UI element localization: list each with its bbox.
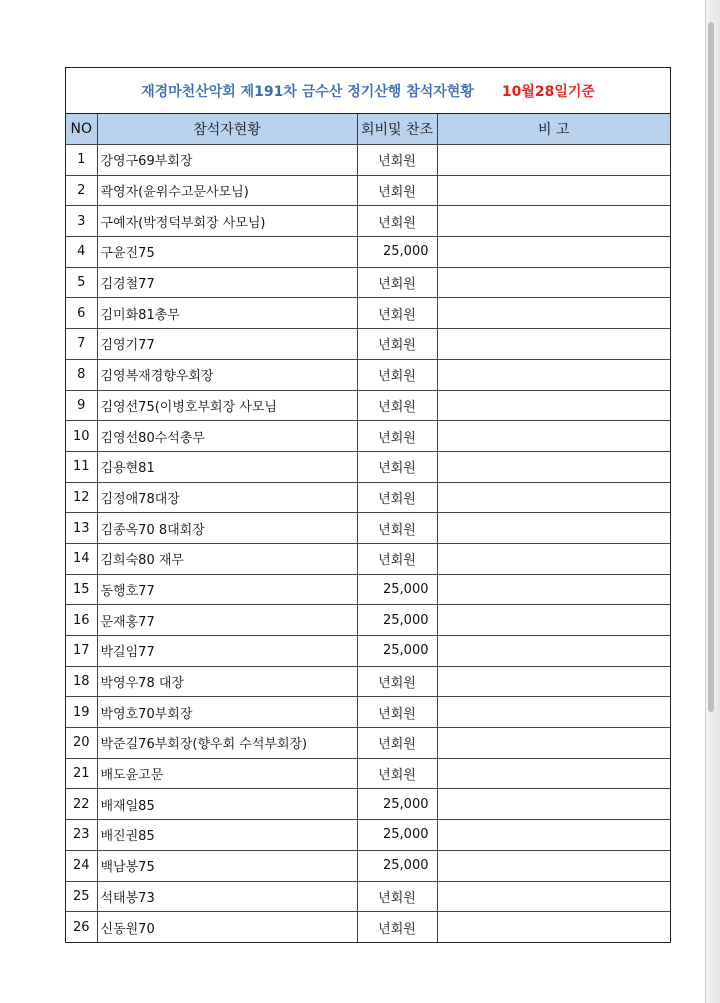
row-number: 6 bbox=[66, 298, 97, 329]
row-number: 21 bbox=[66, 758, 97, 789]
note-cell bbox=[437, 513, 670, 544]
row-number: 12 bbox=[66, 482, 97, 513]
fee-cell: 년회원 bbox=[357, 267, 437, 298]
attendee-name: 곽영자(윤위수고문사모님) bbox=[97, 175, 357, 206]
table-row bbox=[66, 574, 670, 605]
row-number: 17 bbox=[66, 636, 97, 667]
table-row bbox=[66, 666, 670, 697]
row-number: 23 bbox=[66, 820, 97, 851]
attendee-name: 배도윤고문 bbox=[97, 758, 357, 789]
header-note: 비 고 bbox=[437, 114, 670, 145]
note-cell bbox=[437, 451, 670, 482]
note-cell bbox=[437, 421, 670, 452]
header-name: 참석자현황 bbox=[97, 114, 357, 145]
row-number: 3 bbox=[66, 206, 97, 237]
row-number: 25 bbox=[66, 881, 97, 912]
fee-cell: 년회원 bbox=[357, 482, 437, 513]
note-cell bbox=[437, 175, 670, 206]
table-row bbox=[66, 451, 670, 482]
attendee-name: 강영구69부회장 bbox=[97, 145, 357, 176]
note-cell bbox=[437, 666, 670, 697]
note-cell bbox=[437, 912, 670, 942]
note-cell bbox=[437, 574, 670, 605]
fee-cell: 25,000 bbox=[357, 636, 437, 667]
fee-cell: 25,000 bbox=[357, 820, 437, 851]
table-row bbox=[66, 881, 670, 912]
attendee-name: 박길임77 bbox=[97, 636, 357, 667]
header-no: NO bbox=[66, 114, 97, 145]
note-cell bbox=[437, 605, 670, 636]
row-number: 10 bbox=[66, 421, 97, 452]
sheet-title-text: 재경마천산악회 제191차 금수산 정기산행 참석자현황 bbox=[141, 83, 474, 100]
note-cell bbox=[437, 298, 670, 329]
note-cell bbox=[437, 543, 670, 574]
table-row bbox=[66, 820, 670, 851]
fee-cell: 년회원 bbox=[357, 881, 437, 912]
row-number: 24 bbox=[66, 850, 97, 881]
attendee-name: 김용현81 bbox=[97, 451, 357, 482]
row-number: 8 bbox=[66, 359, 97, 390]
table-row bbox=[66, 912, 670, 942]
fee-cell: 년회원 bbox=[357, 359, 437, 390]
row-number: 18 bbox=[66, 666, 97, 697]
note-cell bbox=[437, 758, 670, 789]
attendee-name: 배재일85 bbox=[97, 789, 357, 820]
table-row bbox=[66, 605, 670, 636]
attendee-name: 배진권85 bbox=[97, 820, 357, 851]
attendee-name: 박영호70부회장 bbox=[97, 697, 357, 728]
row-number: 15 bbox=[66, 574, 97, 605]
note-cell bbox=[437, 390, 670, 421]
table-row bbox=[66, 850, 670, 881]
note-cell bbox=[437, 329, 670, 360]
table-row bbox=[66, 421, 670, 452]
row-number: 5 bbox=[66, 267, 97, 298]
attendee-name: 김희숙80 재무 bbox=[97, 543, 357, 574]
attendee-name: 박준길76부회장(향우회 수석부회장) bbox=[97, 728, 357, 759]
note-cell bbox=[437, 237, 670, 268]
fee-cell: 25,000 bbox=[357, 850, 437, 881]
attendance-sheet bbox=[65, 67, 671, 943]
note-cell bbox=[437, 697, 670, 728]
date-label: 10월28일기준 bbox=[501, 83, 595, 100]
note-cell bbox=[437, 881, 670, 912]
attendee-name: 박영우78 대장 bbox=[97, 666, 357, 697]
row-number: 19 bbox=[66, 697, 97, 728]
note-cell bbox=[437, 728, 670, 759]
table-row bbox=[66, 359, 670, 390]
row-number: 22 bbox=[66, 789, 97, 820]
attendee-name: 김종옥70 8대회장 bbox=[97, 513, 357, 544]
fee-cell: 년회원 bbox=[357, 697, 437, 728]
table-row bbox=[66, 789, 670, 820]
attendee-name: 문재홍77 bbox=[97, 605, 357, 636]
table-row bbox=[66, 206, 670, 237]
note-cell bbox=[437, 636, 670, 667]
attendee-name: 김정애78대장 bbox=[97, 482, 357, 513]
attendance-table bbox=[66, 114, 670, 942]
fee-cell: 년회원 bbox=[357, 758, 437, 789]
attendee-name: 김미화81총무 bbox=[97, 298, 357, 329]
row-number: 11 bbox=[66, 451, 97, 482]
attendee-name: 김영기77 bbox=[97, 329, 357, 360]
note-cell bbox=[437, 820, 670, 851]
table-row bbox=[66, 482, 670, 513]
fee-cell: 년회원 bbox=[357, 513, 437, 544]
attendee-name: 신동원70 bbox=[97, 912, 357, 942]
fee-cell: 년회원 bbox=[357, 175, 437, 206]
table-row bbox=[66, 145, 670, 176]
table-row bbox=[66, 175, 670, 206]
fee-cell: 년회원 bbox=[357, 145, 437, 176]
note-cell bbox=[437, 359, 670, 390]
row-number: 20 bbox=[66, 728, 97, 759]
note-cell bbox=[437, 482, 670, 513]
fee-cell: 년회원 bbox=[357, 666, 437, 697]
table-row bbox=[66, 390, 670, 421]
scrollbar[interactable] bbox=[708, 22, 714, 712]
attendee-name: 구윤진75 bbox=[97, 237, 357, 268]
fee-cell: 년회원 bbox=[357, 206, 437, 237]
attendee-name: 김영복재경향우회장 bbox=[97, 359, 357, 390]
table-row bbox=[66, 636, 670, 667]
row-number: 2 bbox=[66, 175, 97, 206]
table-row bbox=[66, 697, 670, 728]
table-row bbox=[66, 267, 670, 298]
note-cell bbox=[437, 145, 670, 176]
row-number: 1 bbox=[66, 145, 97, 176]
note-cell bbox=[437, 206, 670, 237]
attendee-name: 김영선80수석총무 bbox=[97, 421, 357, 452]
row-number: 4 bbox=[66, 237, 97, 268]
table-row bbox=[66, 513, 670, 544]
note-cell bbox=[437, 267, 670, 298]
fee-cell: 년회원 bbox=[357, 298, 437, 329]
fee-cell: 년회원 bbox=[357, 329, 437, 360]
attendee-name: 구예자(박정덕부회장 사모님) bbox=[97, 206, 357, 237]
attendee-name: 김경철77 bbox=[97, 267, 357, 298]
row-number: 16 bbox=[66, 605, 97, 636]
row-number: 7 bbox=[66, 329, 97, 360]
row-number: 9 bbox=[66, 390, 97, 421]
table-row bbox=[66, 543, 670, 574]
fee-cell: 25,000 bbox=[357, 574, 437, 605]
fee-cell: 25,000 bbox=[357, 789, 437, 820]
table-row bbox=[66, 237, 670, 268]
sheet-title bbox=[66, 68, 670, 114]
fee-cell: 년회원 bbox=[357, 728, 437, 759]
attendee-name: 동행호77 bbox=[97, 574, 357, 605]
note-cell bbox=[437, 850, 670, 881]
table-header-row bbox=[66, 114, 670, 145]
fee-cell: 년회원 bbox=[357, 421, 437, 452]
row-number: 13 bbox=[66, 513, 97, 544]
fee-cell: 년회원 bbox=[357, 543, 437, 574]
fee-cell: 년회원 bbox=[357, 390, 437, 421]
fee-cell: 년회원 bbox=[357, 912, 437, 942]
table-row bbox=[66, 329, 670, 360]
attendee-name: 석태봉73 bbox=[97, 881, 357, 912]
attendee-name: 백남봉75 bbox=[97, 850, 357, 881]
row-number: 14 bbox=[66, 543, 97, 574]
row-number: 26 bbox=[66, 912, 97, 942]
header-fee: 회비및 찬조 bbox=[357, 114, 437, 145]
attendee-name: 김영선75(이병호부회장 사모님 bbox=[97, 390, 357, 421]
table-row bbox=[66, 298, 670, 329]
note-cell bbox=[437, 789, 670, 820]
fee-cell: 년회원 bbox=[357, 451, 437, 482]
fee-cell: 25,000 bbox=[357, 605, 437, 636]
fee-cell: 25,000 bbox=[357, 237, 437, 268]
table-row bbox=[66, 728, 670, 759]
table-row bbox=[66, 758, 670, 789]
